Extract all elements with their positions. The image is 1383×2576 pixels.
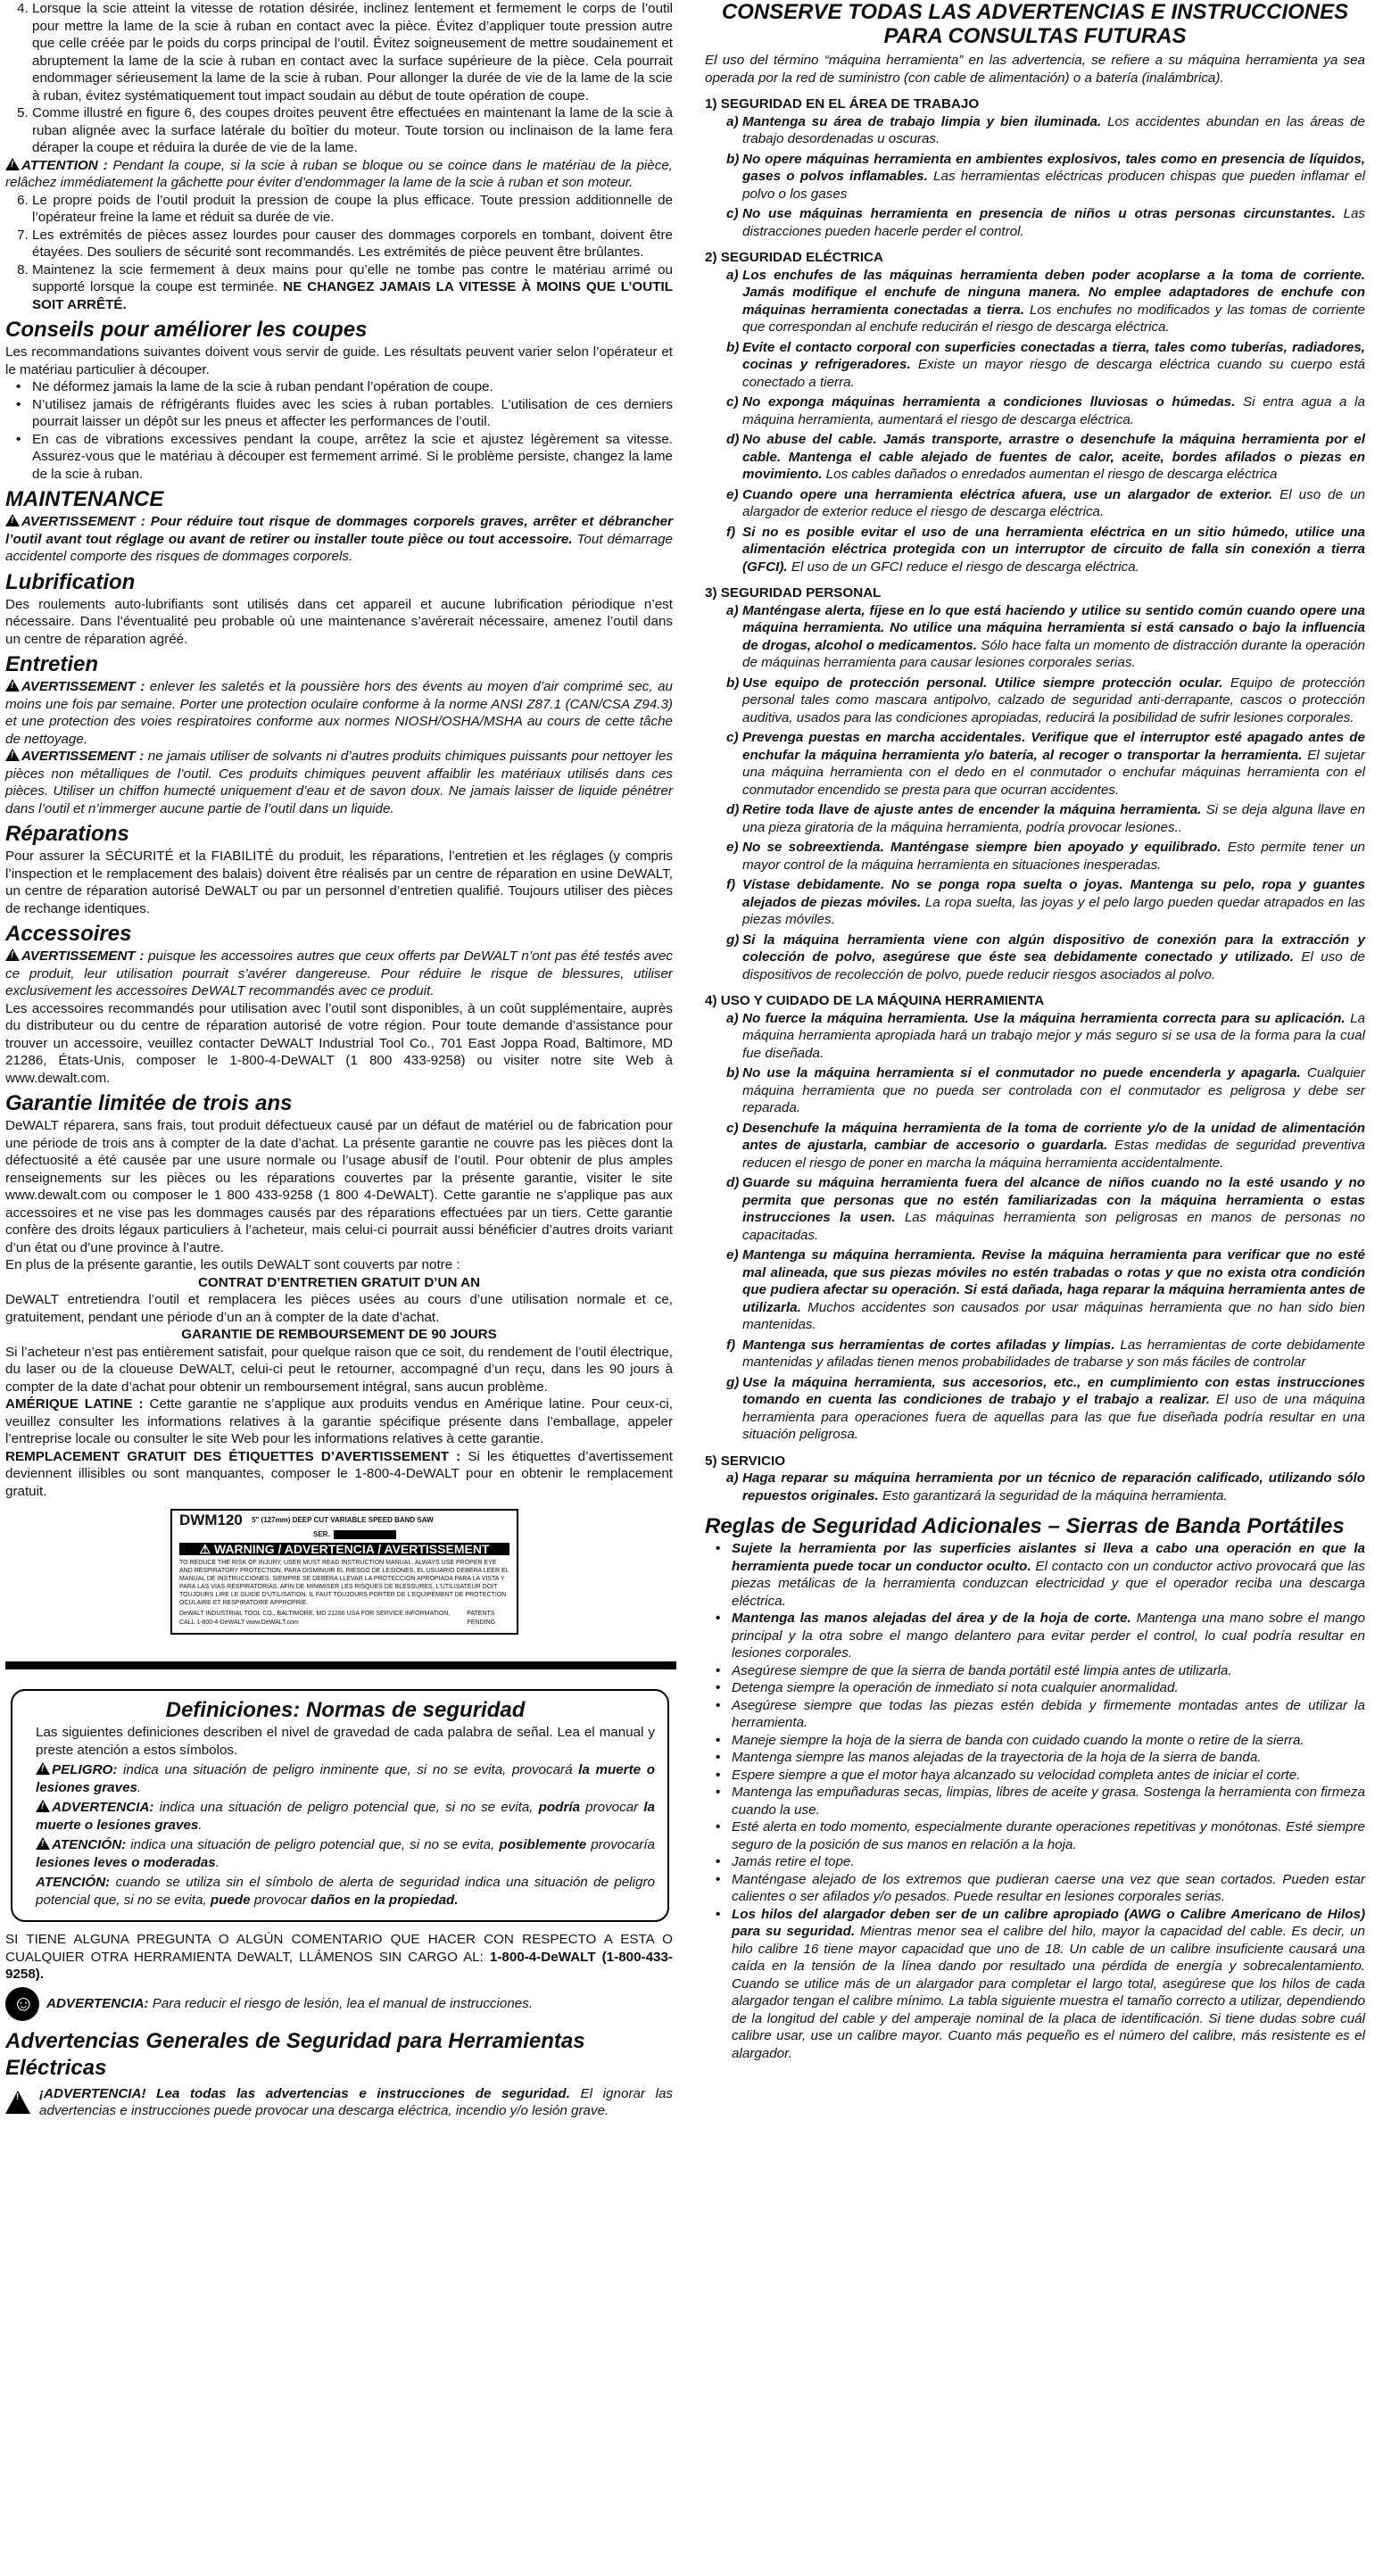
reglas-heading: Reglas de Seguridad Adicionales – Sierras de Banda Portátiles — [705, 1514, 1345, 1538]
reglas-item: • Asegúrese siempre de que la sierra de banda portátil esté limpia antes de utilizarla. — [732, 1662, 1365, 1680]
conserve-intro: El uso del término “máquina herramienta” en las advertencia, se refiere a su máquina herramienta ya sea operada por la red de suministro (con cable de alimentación) o a batería (inalámbrica). — [705, 53, 1365, 86]
reglas-item: • Espere siempre a que el motor haya alcanzado su velocidad completa antes de iniciar el corte. — [732, 1767, 1365, 1785]
reglas-item: • Manténgase alejado de los extremos que pudieran caerse una vez que sean cortados. Pueden estar calientes o ser afilados y/o pesados. Puede resultar en lesiones corporales serias. — [732, 1871, 1365, 1906]
safety-item: c) No use máquinas herramienta en presencia de niños u otras personas circunstantes. Las distracciones pueden hacerle perder el control. — [726, 206, 1365, 239]
warning-triangle-icon — [5, 514, 20, 526]
step-8: 8. Maintenez la scie fermement à deux mains pour qu’elle ne tombe pas contre le matériau arrimé ou supporté lorsque la coupe est terminée. NE CHANGEZ JAMAIS LA VITESSE À MOINS QUE L’OUTIL SOIT ARRÊTÉ. — [32, 261, 673, 314]
warning-triangle-icon — [36, 1800, 50, 1812]
reglas-item: • Los hilos del alargador deben ser de un calibre apropiado (AWG o Calibre Americano de Hilos) para su seguridad. Mientras menor sea el calibre del hilo, mayor la capacidad del cable. Es decir, un hilo calibre 16 tiene mayor capacidad que uno de 18. Un cable de un calibre insuficiente causará una caída en la tensión de la línea dando por resultado una pérdida de energía y sobrecalentamiento. Cuando se utilice más de un alargador para completar el largo total, asegúrese que los hilos de cada alargador tengan el calibre mínimo. La tabla siguiente muestra el tamaño correcto a utilizar, dependiendo de la longitud del cable y del amperaje nominal de la placa de identificación. Si tiene dudas sobre cuál calibre usar, use un calibre mayor. Cuanto más pequeño es el número del calibre, más resistente es el alargador. — [732, 1906, 1365, 2063]
safety-item: g) Si la máquina herramienta viene con algún dispositivo de conexión para la extracción y colección de polvo, asegúrese que éste sea debidamente conectado y utilizado. El uso de dispositivos de recolección de polvo, puede reducir riesgos asociados al polvo. — [726, 932, 1365, 982]
safety-item: a) No fuerce la máquina herramienta. Use la máquina herramienta correcta para su aplicación. La máquina herramienta apropiada hará un trabajo mejor y más seguro si se usa de la forma para la cual fue diseñada. — [726, 1010, 1365, 1061]
warning-triangle-icon — [5, 679, 20, 692]
safety-item: g) Use la máquina herramienta, sus accesorios, etc., en cumplimiento con estas instrucciones tomando en cuenta las condiciones de trabajo y el trabajo a realizar. El uso de una máquina herramienta para operaciones fuera de aquellas para las que fue diseñada podría resultar en una situación peligrosa. — [726, 1374, 1365, 1442]
label-serial: SER. — [313, 1530, 509, 1539]
section-title: 2) SEGURIDAD ELÉCTRICA — [705, 250, 883, 265]
warning-triangle-icon — [5, 948, 20, 961]
def-advertencia: !ADVERTENCIA: indica una situación de peligro potencial que, si no se evita, podría provocar la muerte o lesiones graves. — [36, 1799, 655, 1834]
conserve-heading: CONSERVE TODAS LAS ADVERTENCIAS E INSTRUCCIONES PARA CONSULTAS FUTURAS — [721, 0, 1349, 48]
section-title: 3) SEGURIDAD PERSONAL — [705, 585, 882, 601]
lubrification-heading: Lubrification — [5, 569, 136, 594]
garantie-heading: Garantie limitée de trois ans — [5, 1091, 293, 1115]
right-column — [705, 0, 1365, 2062]
safety-item: d) Guarde su máquina herramienta fuera del alcance de niños cuando no la esté usando y no permita que personas que no estén familiarizadas con la máquina herramienta o estas instrucciones la usen. Las máquinas herramienta son peligrosas en manos de personas no capacitadas. — [726, 1175, 1365, 1243]
entretien-warning-1: !AVERTISSEMENT : enlever les saletés et la poussière hors des évents au moyen d’air comprimé sec, au moins une fois par semaine. Porter une protection oculaire conforme à la norme ANSI Z87.1 (CAN/CSA Z94.3) et une protection des voies respiratoires conforme aux normes NIOSH/OSHA/MSHA au cours de cette tâche de nettoyage. — [5, 678, 673, 748]
safety-item: e) No se sobreextienda. Manténgase siempre bien apoyado y equilibrado. Esto permite tener un mayor control de la máquina herramienta en situaciones inesperadas. — [726, 840, 1365, 873]
label-footer: DeWALT INDUSTRIAL TOOL CO., BALTIMORE, MD 21286 USA FOR SERVICE INFORMATION, CALL 1-800-4-DeWALT www.DeWALT.com PATENTS PENDING — [179, 1611, 496, 1627]
reglas-item: • Jamás retire el tope. — [732, 1853, 1365, 1871]
reglas-item: • Sujete la herramienta por las superficies aislantes si lleva a cabo una operación en que la herramienta puede tocar un conductor oculto. El contacto con un conductor activo provocará que las piezas metálicas de la herramienta conduzcan electricidad y que el operador reciba una descarga eléctrica. — [732, 1540, 1365, 1610]
label-model: DWM120 — [179, 1512, 243, 1528]
safety-item: b) Use equipo de protección personal. Utilice siempre protección ocular. Equipo de protección personal tales como mascara antipolvo, calzado de seguridad anti-derrapante, cascos o protección auditiva, usados para las condiciones apropiadas, reducirá la posibilidad de sufrir lesiones corporales. — [726, 675, 1365, 725]
entretien-heading: Entretien — [5, 652, 99, 676]
warning-triangle-icon — [36, 1762, 50, 1775]
reglas-item: • Maneje siempre la hoja de la sierra de banda con cuidado cuando la monte o retire de la sierra. — [732, 1732, 1365, 1750]
remplacement-etiquettes: REMPLACEMENT GRATUIT DES ÉTIQUETTES D’AVERTISSEMENT : Si les étiquettes d’avertissement deviennent illisibles ou sont manquantes, composer le 1-800-4-DeWALT pour en obtenir le remplacement gratuit. — [5, 1448, 674, 1499]
warning-triangle-icon — [5, 749, 20, 761]
safety-item: a) Haga reparar su máquina herramienta por un técnico de reparación calificado, utilizando sólo repuestos originales. Esto garantizará la seguridad de la máquina herramienta. — [726, 1470, 1365, 1503]
step-7: 7. Les extrémités de pièces assez lourdes pour causer des dommages corporels en tombant, doivent être étayées. Des souliers de sécurité sont recommandés. Les extrémités de pièce peuvent être brûlantes. — [32, 227, 673, 261]
def-peligro: !PELIGRO: indica una situación de peligro inminente que, si no se evita, provocará la muerte o lesiones graves. — [36, 1761, 655, 1796]
garantie-text: DeWALT réparera, sans frais, tout produit défectueux causé par un défaut de matériel ou de fabrication pour une période de trois ans à compter de la date d’achat. La présente garantie ne couvre pas les pièces dont la défectuosité a été causée par une usure normale ou l’usage abusif de l’outil. Pour obtenir de plus amples renseignements sur les pièces ou les réparations couvertes par la présente garantie, visiter le site www.dewalt.com ou composer le 1 800 433-9258 (1 800 4-DeWALT). Cette garantie ne s’applique pas aux accessoires et ne vise pas les dommages causés par des réparations effectuées par un tiers. Cette garantie confère des droits légaux particuliers à l’acheteur, mais celui-ci pourrait aussi bénéficier d’autres droits variant d’un état ou d’une province à l’autre. — [5, 1118, 673, 1255]
conseils-item: • En cas de vibrations excessives pendant la coupe, arrêtez la scie et ajustez légèrement sa vitesse. Assurez-vous que le matériau à découper est fermement arrimé. Si le problème persiste, changez la lame de la scie à ruban. — [32, 431, 673, 484]
conseils-item: • N’utilisez jamais de réfrigérants fluides avec les scies à ruban portables. L’utilisation de ces derniers pourrait laisser un dépôt sur les pneus et affecter les performances de l’outil. — [32, 396, 673, 431]
remboursement-text: Si l’acheteur n’est pas entièrement satisfait, pour quelque raison que ce soit, du rendement de l’outil électrique, du laser ou de la cloueuse DeWALT, celui-ci peut le retourner, accompagné d’un reçu, dans les 90 jours à compter de la date d’achat pour obtenir un remboursement intégral, sans aucun problème. — [5, 1344, 673, 1395]
section-title: 4) USO Y CUIDADO DE LA MÁQUINA HERRAMIENTA — [705, 993, 1045, 1008]
definitions-heading: Definiciones: Normas de seguridad — [165, 1698, 526, 1723]
contrat-text: DeWALT entretiendra l’outil et remplacera les pièces usées au cours d’une utilisation normale et ce, gratuitement, pendant une période d’un an à compter de la date d’achat. — [5, 1292, 673, 1325]
serial-box — [334, 1530, 396, 1539]
warning-triangle-icon: ⚠ — [199, 1542, 211, 1557]
def-atencion-propiedad: ATENCIÓN: cuando se utiliza sin el símbolo de alerta de seguridad indica una situación de peligro potencial que, si no se evita, puede provocar daños en la propiedad. — [36, 1875, 655, 1908]
garantie-text-2: En plus de la présente garantie, les outils DeWALT sont couverts par notre : — [5, 1257, 460, 1272]
step-4: 4. Lorsque la scie atteint la vitesse de rotation désirée, inclinez lentement et fermement le corps de l’outil pour mettre la lame de la scie à ruban en contact avec la pièce. Évitez d’appliquer toute pression autre que celle créée par le poids du corps principal de l’outil. Évitez soigneusement de mettre soudainement et abruptement la lame de la scie à ruban en contact avec la surface supérieure de la pièce. Cela pourrait endommager sérieusement la lame de la scie à ruban. Pour allonger la durée de vie de la lame de la scie à ruban, évitez systématiquement tout impact soudain au début de toute opération de coupe. — [32, 0, 673, 104]
reglas-item: • Mantenga siempre las manos alejadas de la trayectoria de la hoja de la sierra de banda. — [732, 1749, 1365, 1767]
reglas-item: • Esté alerta en todo momento, especialmente durante operaciones repetitivas y monótonas. Esté siempre seguro de la posición de sus manos en relación a la hoja. — [732, 1818, 1365, 1853]
reparations-text: Pour assurer la SÉCURITÉ et la FIABILITÉ du produit, les réparations, l’entretien et les réglages (y compris l’inspection et le remplacement des balais) doivent être réalisés par un centre de réparation en usine DeWALT, un centre de réparation autorisé DeWALT ou par un personnel d’entretien qualifié. Toujours utiliser des pièces de rechange identiques. — [5, 849, 673, 916]
safety-sections — [705, 95, 1365, 1504]
safety-item: e) Cuando opere una herramienta eléctrica afuera, use un alargador de exterior. El uso de un alargador de exterior reduce el riesgo de descarga eléctrica. — [726, 486, 1365, 519]
entretien-warning-2: !AVERTISSEMENT : ne jamais utiliser de solvants ni d’autres produits chimiques puissants pour nettoyer les pièces non métalliques de l’outil. Ces produits chimiques peuvent affaiblir les matériaux utilisés dans ces pièces. Utiliser un chiffon humecté uniquement d’eau et de savon doux. Ne jamais laisser de liquide pénétrer dans l’outil et n’immerger aucune partie de l’outil dans un liquide. — [5, 748, 673, 817]
reparations-heading: Réparations — [5, 822, 129, 846]
safety-item: b) Evite el contacto corporal con superficies conectadas a tierra, tales como tuberías, radiadores, cocinas y refrigeradores. Existe un mayor riesgo de descarga eléctrica cuando su cuerpo está conectado a tierra. — [726, 339, 1365, 390]
label-warning-banner: ⚠ WARNING / ADVERTENCIA / AVERTISSEMENT — [179, 1543, 509, 1555]
section-divider — [5, 1661, 676, 1669]
safety-item: b) No use la máquina herramienta si el conmutador no puede encenderla y apagarla. Cualquier máquina herramienta que no pueda ser controlada con el conmutador es peligrosa y debe ser reparada. — [726, 1065, 1365, 1115]
step-6: 6. Le propre poids de l’outil produit la pression de coupe la plus efficace. Toute pression additionnelle de l’opérateur freine la lame et réduit sa durée de vie. — [32, 192, 673, 227]
conseils-list — [5, 378, 673, 483]
cutting-steps-list-2 — [5, 192, 673, 314]
reglas-item: • Asegúrese siempre que todas las piezas estén debida y firmemente montadas antes de utilizar la herramienta. — [732, 1697, 1365, 1732]
maintenance-warning: !AVERTISSEMENT : Pour réduire tout risque de dommages corporels graves, arrêter et débrancher l’outil avant tout réglage ou avant de retirer ou installer toute pièce ou tout accessoire. Tout démarrage accidentel comporte des risques de dommages corporels. — [5, 513, 673, 566]
safety-item: c) Desenchufe la máquina herramienta de la toma de corriente y/o de la unidad de alimentación antes de ajustarla, cambiar de accesorio o guardarla. Estas medidas de seguridad preventiva reducen el riesgo de poner en marcha la máquina herramienta accidentalmente. — [726, 1120, 1365, 1171]
attention-note: !ATTENTION : Pendant la coupe, si la scie à ruban se bloque ou se coince dans le matériau de la pièce, relâchez immédiatement la gâchette pour éviter d’endommager la lame de la scie à ruban et son moteur. — [5, 157, 673, 192]
definitions-box — [11, 1689, 669, 1922]
accessoires-text: Les accessoires recommandés pour utilisation avec l’outil sont disponibles, à un coût supplémentaire, auprès du distributeur ou du centre de réparation autorisé de votre région. Pour toute demande d’assistance pour trouver un accessoire, veuillez contacter DeWALT Industrial Tool Co., 701 East Joppa Road, Baltimore, MD 21286, États-Unis, composer le 1-800-4-DeWALT (1 800 433-9258) ou visiter notre site Web à www.dewalt.com. — [5, 1000, 673, 1086]
definitions-intro: Las siguientes definiciones describen el nivel de gravedad de cada palabra de señal. Lea el manual y preste atención a estos símbolos. — [36, 1725, 655, 1758]
safety-item: a) Los enchufes de las máquinas herramienta deben poder acoplarse a la toma de corriente. Jamás modifique el enchufe de ninguna manera. No emplee adaptadores de enchufe con máquinas herramienta conectadas a tierra. Los enchufes no modificados y las tomas de corriente que correspondan al enchufe reducirán el riesgo de descarga eléctrica. — [726, 267, 1365, 335]
conseils-heading: Conseils pour améliorer les coupes — [5, 318, 368, 342]
generales-heading: Advertencias Generales de Seguridad para Herramientas Eléctricas — [5, 2028, 585, 2080]
cutting-steps-list — [5, 0, 673, 157]
contrat-heading: CONTRAT D’ENTRETIEN GRATUIT D’UN AN — [197, 1274, 481, 1290]
safety-item: f) Vístase debidamente. No se ponga ropa suelta o joyas. Mantenga su pelo, ropa y guantes alejados de piezas móviles. La ropa suelta, las joyas y el pelo largo pueden quedar atrapados en las piezas móviles. — [726, 877, 1365, 927]
left-column — [5, 0, 673, 2120]
reglas-item: • Detenga siempre la operación de inmediato si nota cualquier anormalidad. — [732, 1679, 1365, 1697]
safety-item: c) No exponga máquinas herramienta a condiciones lluviosas o húmedas. Si entra agua a la máquina herramienta, aumentará el riesgo de descarga eléctrica. — [726, 394, 1365, 427]
safety-item: b) No opere máquinas herramienta en ambientes explosivos, tales como en presencia de líquidos, gases o polvos inflamables. Las herramientas eléctricas producen chispas que pueden inflamar el polvo o los gases — [726, 151, 1365, 202]
safety-item: a) Mantenga su área de trabajo limpia y bien iluminada. Los accidentes abundan en las áreas de trabajo desordenadas u oscuras. — [726, 113, 1365, 146]
section-title: 5) SERVICIO — [705, 1453, 786, 1469]
safety-item: c) Prevenga puestas en marcha accidentales. Verifique que el interruptor esté apagado antes de enchufar la máquina herramienta y/o batería, al recoger o transportar la herramienta. El sujetar una máquina herramienta con el dedo en el conmutador o enchufar máquinas herramienta con el conmutador encendido se presta para que ocurran accidentes. — [726, 730, 1365, 798]
safety-item: f) Mantenga sus herramientas de cortes afiladas y limpias. Las herramientas de corte debidamente mantenidas y afiladas tienen menos probabilidades de trabarse y son más fáciles de controlar — [726, 1337, 1365, 1370]
warning-label-image — [170, 1509, 518, 1635]
step-5: 5. Comme illustré en figure 6, des coupes droites peuvent être effectuées en maintenant la lame de la scie à ruban alignée avec la surface latérale du boîtier du moteur. Toute torsion ou inclinaison de la lame fera déraper la coupe et réduira la durée de vie de la lame. — [32, 104, 673, 157]
reglas-item: • Mantenga las manos alejadas del área y de la hoja de corte. Mantenga una mano sobre el mango principal y la otra sobre el mango delantero para evitar perder el control, lo cual podría resultar en lesiones corporales. — [732, 1610, 1365, 1662]
manual-warning: ☺ ADVERTENCIA: Para reducir el riesgo de lesión, lea el manual de instrucciones. — [5, 1987, 673, 2021]
reglas-list — [705, 1540, 1365, 2062]
conseils-item: • Ne déformez jamais la lame de la scie à ruban pendant l’opération de coupe. — [32, 378, 673, 396]
read-manual-icon — [5, 1987, 39, 2021]
label-description: 5" (127mm) DEEP CUT VARIABLE SPEED BAND SAW — [252, 1516, 434, 1524]
label-fine-print: TO REDUCE THE RISK OF INJURY, USER MUST READ INSTRUCTION MANUAL. ALWAYS USE PROPER EYE AND RESPIRATORY PROTECTION. PARA DISMINUIR EL RIESGO DE LESIONES, EL USUARIO DEBERA LEER EL MANUAL DE INSTRUCCIONES. SIEMPRE SE DEBERA LLEVAR LA PROTECCION APROPIADA PARA LA VISTA Y PARA LAS VIAS RESPIRATORIAS. AFIN DE MINIMISER LES RISQUES DE BLESSURES, L'UTILISATEUR DOIT TOUJOURS LIRE LE GUIDE D'UTILISATION. IL FAUT TOUJOURS PORTER DE L'EQUIPEMENT DE PROTECTION OCULAIRE ET RESPIRATOIRE APPROPRIE. — [179, 1560, 509, 1607]
maintenance-heading: MAINTENANCE — [5, 487, 164, 511]
safety-item: d) Retire toda llave de ajuste antes de encender la máquina herramienta. Si se deja alguna llave en una pieza giratoria de la máquina herramienta, podría provocar lesiones.. — [726, 802, 1365, 835]
safety-item: d) No abuse del cable. Jamás transporte, arrastre o desenchufe la máquina herramienta por el cable. Mantenga el cable alejado de fuentes de calor, aceite, bordes afilados o piezas en movimiento. Los cables dañados o enredados aumentan el riesgo de descarga eléctrica — [726, 432, 1365, 482]
lubrification-text: Des roulements auto-lubrifiants sont utilisés dans cet appareil et aucune lubrification périodique n’est nécessaire. Dans l’éventualité peu probable où une maintenance s’avérerait nécessaire, amenez l’outil dans un centre de réparation agréé. — [5, 596, 673, 647]
accessoires-warning: !AVERTISSEMENT : puisque les accessoires autres que ceux offerts par DeWALT n’ont pas été testés avec ce produit, leur utilisation pourrait s’avérer dangereuse. Pour réduire le risque de blessures, utiliser exclusivement les accessoires DeWALT recommandés avec ce produit. — [5, 948, 673, 1000]
safety-item: e) Mantenga su máquina herramienta. Revise la máquina herramienta para verificar que no esté mal alineada, que sus piezas móviles no estén trabadas o rotas y que no exista otra condición que pudiera afectar su operación. Si está dañada, haga reparar la máquina herramienta antes de utilizarla. Muchos accidentes son causados por usar máquinas herramienta que no han sido bien mantenidas. — [726, 1247, 1365, 1332]
safety-item: f) Si no es posible evitar el uso de una herramienta eléctrica en un sitio húmedo, utilice una alimentación eléctrica protegida con un interruptor de circuito de falla sin conexión a tierra (GFCI). El uso de un GFCI reduce el riesgo de descarga eléctrica. — [726, 524, 1365, 575]
remboursement-heading: GARANTIE DE REMBOURSEMENT DE 90 JOURS — [181, 1327, 497, 1342]
amerique-latine: AMÉRIQUE LATINE : Cette garantie ne s’applique aux produits vendus en Amérique latine. Pour ceux-ci, veuillez consulter les informations relatives à la garantie spécifique présente dans l’emballage, appeler l’entreprise locale ou consulter le site Web pour les informations relatives à cette garantie. — [5, 1396, 674, 1446]
def-atencion: !ATENCIÓN: indica una situación de peligro potencial que, si no se evita, posiblemente provocaría lesiones leves o moderadas. — [36, 1836, 655, 1871]
warning-triangle-icon — [5, 158, 20, 170]
pregunta-text: SI TIENE ALGUNA PREGUNTA O ALGÚN COMENTARIO QUE HACER CON RESPECTO A ESTA O CUALQUIER OTRA HERRAMIENTA DeWALT, LLÁMENOS SIN CARGO AL: 1-800-4-DeWALT (1-800-433-9258). — [5, 1932, 673, 1983]
reglas-item: • Mantenga las empuñaduras secas, limpias, libres de aceite y grasa. Sostenga la herramienta con firmeza cuando la use. — [732, 1784, 1365, 1818]
generales-warning: ! ¡ADVERTENCIA! Lea todas las advertencias e instrucciones de seguridad. El ignorar las advertencias e instrucciones puede provocar una descarga eléctrica, incendio y/o lesión grave. — [5, 2085, 673, 2120]
safety-item: a) Manténgase alerta, fíjese en lo que está haciendo y utilice su sentido común cuando opere una máquina herramienta. No utilice una máquina herramienta si está cansado o bajo la influencia de drogas, alcohol o medicamentos. Sólo hace falta un momento de distracción durante la operación de máquinas herramienta para causar lesiones corporales serias. — [726, 602, 1365, 670]
section-title: 1) SEGURIDAD EN EL ÁREA DE TRABAJO — [705, 96, 980, 112]
warning-triangle-icon — [36, 1837, 50, 1850]
warning-triangle-icon — [5, 2091, 30, 2114]
accessoires-heading: Accessoires — [5, 922, 132, 946]
conseils-intro: Les recommandations suivantes doivent vous servir de guide. Les résultats peuvent varier selon l’opérateur et le matériau particulier à découper. — [5, 344, 673, 377]
